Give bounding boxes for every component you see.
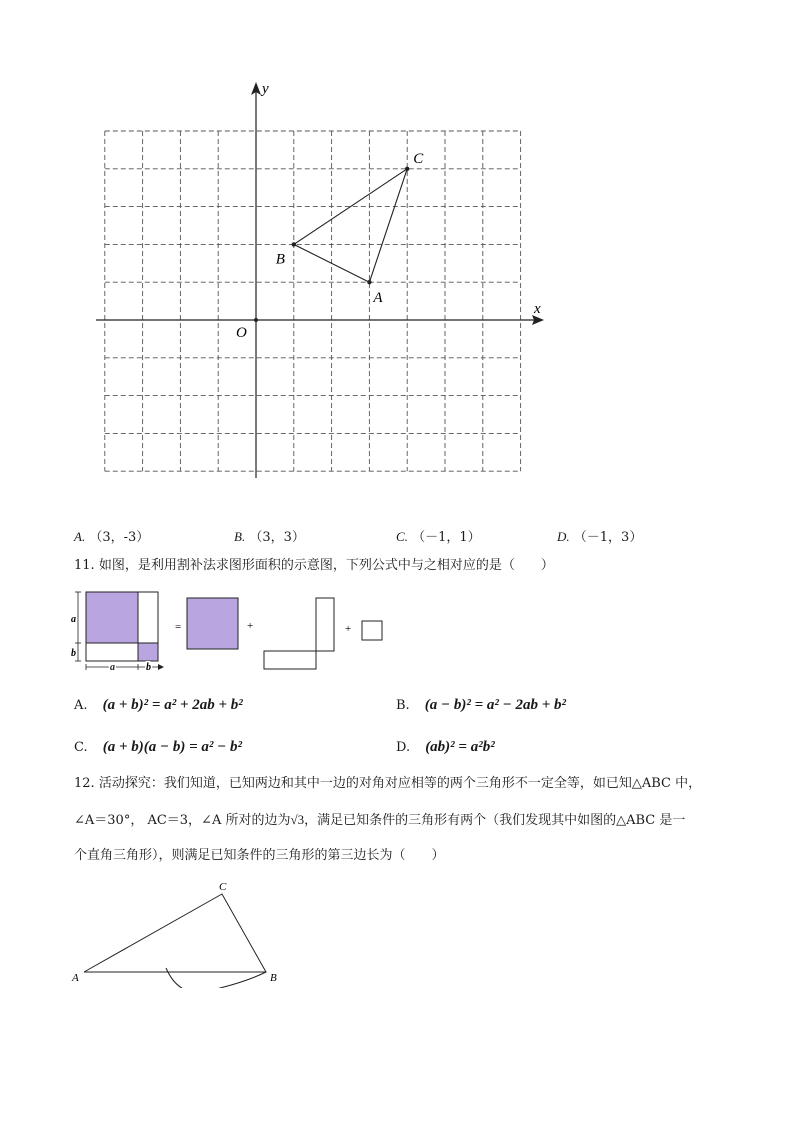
dashed-grid	[105, 131, 521, 471]
point-a	[367, 280, 371, 284]
label-a-horizontal: a	[110, 662, 115, 673]
label-b: B	[270, 972, 277, 984]
label-a-vertical: a	[71, 614, 76, 625]
arc	[166, 968, 266, 988]
rect-ab-vertical	[316, 598, 334, 651]
option-formula: (a + b)² = a² + 2ab + b²	[102, 697, 243, 713]
option-letter: D.	[396, 740, 411, 755]
option-letter: B.	[234, 529, 246, 544]
rect-ab-horizontal	[264, 651, 316, 669]
plus-sign-2: +	[345, 623, 352, 635]
q10-option-d[interactable]	[557, 526, 642, 545]
q10-option-b[interactable]	[234, 526, 305, 545]
y-axis-label: y	[262, 81, 269, 97]
label-b-horizontal: b	[146, 662, 151, 673]
square-a-copy	[187, 598, 238, 649]
option-formula: (ab)² = a²b²	[425, 739, 495, 755]
option-text: （－1，1）	[412, 530, 481, 545]
point-c	[405, 167, 409, 171]
point-label-b: B	[275, 251, 285, 268]
question-number: 11.	[74, 558, 95, 573]
q11-option-a[interactable]	[74, 694, 243, 714]
q12-line-1	[74, 774, 734, 794]
q11-area-figure	[70, 588, 390, 674]
coordinate-grid-figure	[90, 75, 560, 485]
option-formula: (a + b)(a − b) = a² − b²	[102, 739, 242, 755]
option-letter: A.	[74, 529, 86, 544]
label-c: C	[219, 881, 227, 893]
q12-line-2: ∠A＝30°， AC＝3，∠A 所对的边为√3，满足已知条件的三角形有两个（我们发现其中如图的△ABC 是一	[74, 812, 686, 828]
option-letter: C.	[396, 529, 408, 544]
triangle-outline	[84, 894, 266, 972]
plus-sign-1: +	[247, 620, 254, 632]
option-formula: (a − b)² = a² − 2ab + b²	[424, 697, 567, 713]
equals-sign: =	[175, 621, 182, 633]
option-text: （3，-3）	[89, 530, 150, 545]
question-number: 12.	[74, 776, 95, 791]
q12-line-3: 个直角三角形），则满足已知条件的三角形的第三边长为（ ）	[74, 848, 445, 863]
square-b	[138, 643, 158, 661]
q11-option-c[interactable]	[74, 736, 242, 756]
q11-option-b[interactable]	[396, 694, 566, 714]
question-text: 活动探究：我们知道，已知两边和其中一边的对角对应相等的两个三角形不一定全等，如已知△ABC 中，	[98, 776, 702, 791]
label-a: A	[72, 972, 79, 984]
option-text: （－1，3）	[573, 530, 643, 545]
question-text: 如图，是利用割补法求图形面积的示意图，下列公式中与之相对应的是（ ）	[98, 558, 554, 573]
point-b	[292, 242, 296, 246]
square-b-copy	[362, 621, 382, 640]
option-letter: B.	[396, 698, 410, 713]
origin-point	[254, 318, 258, 322]
point-label-a: A	[373, 290, 383, 307]
triangle-sides	[294, 169, 407, 282]
q11-stem	[74, 556, 554, 576]
q11-option-d[interactable]	[396, 736, 495, 756]
q10-option-c[interactable]	[396, 526, 481, 545]
q12-triangle-figure	[62, 876, 292, 988]
label-b-vertical: b	[71, 648, 76, 659]
option-letter: D.	[557, 529, 570, 544]
option-text: （3，3）	[249, 530, 305, 545]
point-label-c: C	[413, 150, 424, 167]
option-letter: C.	[74, 740, 88, 755]
origin-label: O	[236, 325, 247, 341]
sqrt-three: √3	[290, 812, 305, 827]
rect-ab-right	[138, 592, 158, 643]
q10-option-a[interactable]	[74, 526, 149, 545]
triangle-abc	[276, 151, 424, 306]
x-axis-label: x	[534, 301, 541, 317]
rect-ab-bottom	[86, 643, 138, 661]
option-letter: A.	[74, 698, 88, 713]
square-a	[86, 592, 138, 643]
